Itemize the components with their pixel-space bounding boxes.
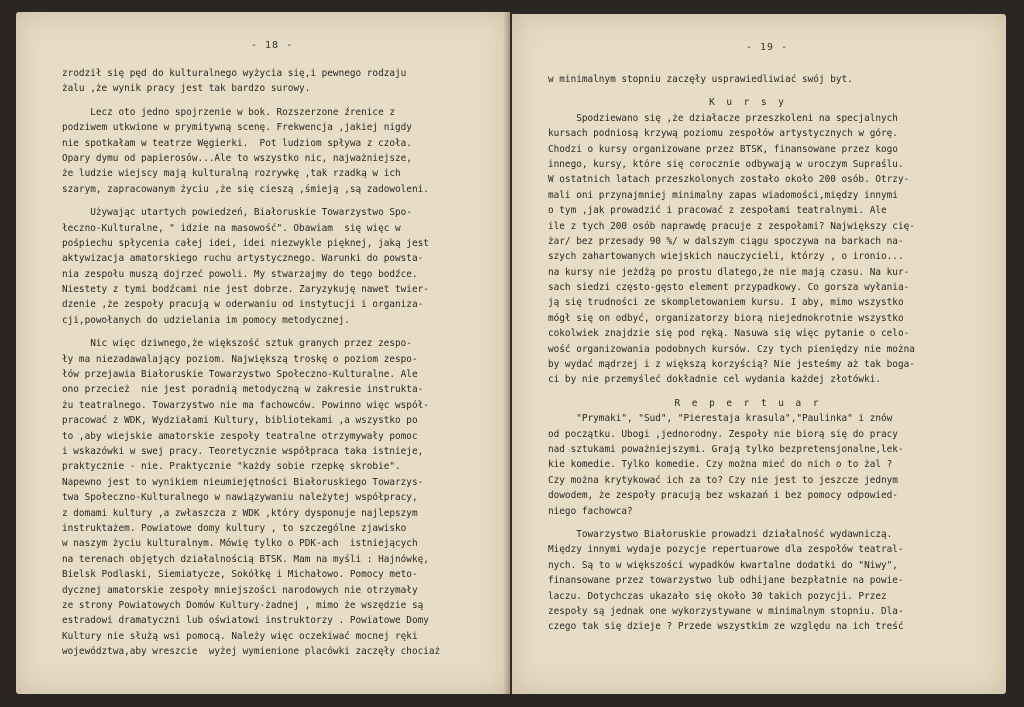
text-line: wość organizowania podobnych kursów. Czy tych pieniędzy nie można (548, 343, 915, 355)
text-line: niego fachowca? (548, 505, 633, 517)
text-line: województwa,aby wreszcie wyżej wymienione placówki zaczęły chociaż (62, 646, 441, 658)
text-line: żu teatralnego. Towarzystwo nie ma fachowców. Powinno więc współ- (62, 399, 429, 411)
text-line: na kursy nie jeżdżą po prostu dlatego,że nie mają czasu. Na kur- (548, 266, 910, 278)
text-line: w naszym życiu kulturalnym. Mówię tylko o PDK-ach istniejących (62, 538, 418, 550)
text-line: W ostatnich latach przeszkolonych zostało około 200 osób. Otrzy- (548, 174, 910, 186)
text-line: Lecz oto jedno spojrzenie w bok. Rozszerzone źrenice z (62, 106, 396, 118)
text-line: to ,aby wiejskie amatorskie zespoły teatralne otrzymywały pomoc (62, 430, 418, 442)
text-line: by wydać mądrzej i z większą korzyścią? Nie jesteśmy aż tak boga- (548, 359, 915, 371)
text-line: w minimalnym stopniu zaczęły usprawiedliwiać swój byt. (548, 74, 853, 85)
section-heading: R e p e r t u a r (674, 397, 822, 409)
text-line: cokolwiek znajdzie się pod ręką. Nasuwa się więc pytanie o celo- (548, 328, 910, 340)
text-line: ono przecież nie jest poradnią metodyczną w zakresie instrukta- (62, 384, 424, 396)
text-line: Niestety z tymi bodźcami nie jest dobrze. Zaryzykuję nawet twier- (62, 284, 429, 296)
text-line: instruktażem. Powiatowe domy kultury , to szczególne zjawisko (62, 522, 407, 534)
right-page (512, 14, 1006, 694)
text-line: zrodził się pęd do kulturalnego wyżycia się,i pewnego rodzaju (62, 68, 407, 79)
text-line: dycznej amatorskie zespoły mniejszości narodowych nie otrzymały (62, 584, 418, 596)
page-text (548, 72, 948, 635)
text-line: pracować z WDK, Wydziałami Kultury, bibliotekami ,a wszystko po (62, 415, 418, 427)
section-heading: K u r s y (709, 97, 787, 109)
text-line: na terenach objętych działalnością BTSK. Mam na myśli : Hajnówkę, (62, 553, 429, 565)
text-line: ci by nie przemyśleć dokładnie cel wydania każdej złotówki. (548, 374, 882, 386)
text-line: Czy można krytykować ich za to? Czy nie jest to jeszcze jednym (548, 474, 898, 486)
text-line: że ludzie wiejscy mają kulturalną rozrywkę ,tak rzadką w ich (62, 168, 401, 180)
text-line: i wskazówki w swej pracy. Teoretycznie współpraca taka istnieje, (62, 445, 424, 457)
text-line: łeczno-Kulturalne, " idzie na masowość". Obawiam się więc w (62, 222, 401, 234)
text-line: ją się trudności ze skompletowaniem kursu. I aby, mimo wszystko (548, 297, 904, 309)
text-line: Napewno jest to wynikiem nieumiejętności Białoruskiego Towarzys- (62, 476, 424, 488)
text-line: nych. Są to w większości wypadków kwartalne dodatki do "Niwy", (548, 559, 898, 571)
text-line: Kultury nie służą wsi pomocą. Należy więc oczekiwać mocnej ręki (62, 630, 418, 642)
text-line: nia zespołu muszą dojrzeć powoli. My stwarzajmy do tego bodźce. (62, 268, 418, 280)
text-line: Towarzystwo Białoruskie prowadzi działalność wydawniczą. (548, 528, 893, 540)
page-number: - 18 - (251, 40, 294, 51)
text-line: twa Społeczno-Kulturalnego w nawiązywaniu należytej współpracy, (62, 492, 418, 504)
text-line: o tym ,jak prowadzić i pracować z zespołami teatralnymi. Ale (548, 205, 887, 217)
text-line: żar/ bez przesady 90 %/ w dalszym ciągu spoczywa na barkach na- (548, 235, 904, 247)
text-line: nie spotkałam w teatrze Węgierki. Pot ludziom spływa z czoła. (62, 137, 412, 149)
text-line: ły ma niezadawalający poziom. Największą troskę o poziom zespo- (62, 353, 418, 365)
text-line: szarym, zapracowanym życiu ,że się cieszą ,śmieją ,są zadowoleni. (62, 183, 429, 195)
text-line: nad sztukami poważniejszymi. Grają tylko bezpretensjonalne,lek- (548, 443, 904, 455)
text-line: dzenie ,że zespoły pracują w oderwaniu od instytucji i organiza- (62, 299, 424, 311)
paragraph-gap (548, 87, 948, 95)
page-text (62, 66, 440, 659)
text-line: laczu. Dotychczas ukazało się około 30 takich pozycji. Przez (548, 590, 887, 602)
paragraph-gap (62, 197, 440, 205)
text-line: z domami kultury ,a zwłaszcza z WDK ,który dysponuje najlepszym (62, 507, 418, 519)
text-line: żalu ,że wynik pracy jest tak bardzo surowy. (62, 83, 311, 95)
text-line: sach siedzi często-gęsto element przypadkowy. Co gorsza wyłania- (548, 282, 910, 294)
paragraph-gap (548, 388, 948, 396)
text-line: mógł się on odbyć, organizatorzy biorą niejednokrotnie wszystko (548, 312, 904, 324)
text-line: cji,powołanych do udzielania im pomocy metodycznej. (62, 314, 350, 326)
text-line: ile z tych 200 osób naprawdę pracuje z zespołami? Największy cię- (548, 220, 915, 232)
text-line: innego, kursy, które się corocznie odbywają w uroczym Supraślu. (548, 158, 904, 170)
text-line: kie komedie. Tylko komedie. Czy można mieć do nich o to żal ? (548, 459, 893, 471)
text-line: od początku. Ubogi ,jednorodny. Zespoły nie biorą się do pracy (548, 428, 898, 440)
text-line: szych zahartowanych wiejskich nauczycieli, którzy , o ironio... (548, 251, 904, 263)
text-line: Chodzi o kursy organizowane przez BTSK, finansowane przez kogo (548, 143, 898, 155)
text-line: czego tak się dzieje ? Przede wszystkim ze względu na ich treść (548, 621, 904, 633)
text-line: zespoły są jednak one wykorzystywane w minimalnym stopniu. Dla- (548, 605, 904, 617)
text-line: mali oni przynajmniej minimalny zapas wiadomości,między innymi (548, 189, 898, 201)
text-line: kursach podniosą krzywą poziomu zespołów artystycznych w górę. (548, 128, 898, 140)
text-line: aktywizacja amatorskiego ruchu artystycznego. Warunki do powsta- (62, 253, 424, 265)
text-line: dowodem, że zespoły pracują bez wskazań i bez pomocy odpowied- (548, 490, 898, 502)
text-line: Opary dymu od papierosów...Ale to wszystko nic, najważniejsze, (62, 152, 412, 164)
text-line: "Prymaki", "Sud", "Pierestaja krasula","Paulinka" i znów (548, 413, 893, 425)
text-line: Bielsk Podlaski, Siemiatycze, Sokółkę i Michałowo. Pomocy meto- (62, 569, 418, 581)
text-line: ze strony Powiatowych Domów Kultury-żadnej , mimo że wszędzie są (62, 599, 424, 611)
text-line: podziwem utkwione w prymitywną scenę. Frekwencja ,jakiej nigdy (62, 122, 412, 134)
text-line: pośpiechu spłycenia całej idei, idei niezwykle pięknej, jaką jest (62, 237, 429, 249)
text-line: Między innymi wydaje pozycje repertuarowe dla zespołów teatral- (548, 544, 904, 556)
text-line: Spodziewano się ,że działacze przeszkoleni na specjalnych (548, 112, 898, 124)
text-line: finansowane przez towarzystwo lub odhijane bezpłatnie na powie- (548, 575, 904, 587)
text-line: łów przejawia Białoruskie Towarzystwo Społeczno-Kulturalne. Ale (62, 369, 418, 381)
paragraph-gap (548, 519, 948, 527)
page-number: - 19 - (746, 42, 789, 53)
text-line: Używając utartych powiedzeń, Białoruskie Towarzystwo Spo- (62, 207, 412, 219)
text-line: estradowi dramatyczni lub oświatowi instruktorzy . Powiatowe Domy (62, 615, 429, 627)
text-line: praktycznie - nie. Praktycznie "każdy sobie rzepkę skrobie". (62, 461, 401, 473)
left-page (16, 12, 510, 694)
text-line: Nic więc dziwnego,że większość sztuk granych przez zespo- (62, 338, 412, 350)
paragraph-gap (62, 97, 440, 105)
paragraph-gap (62, 328, 440, 336)
